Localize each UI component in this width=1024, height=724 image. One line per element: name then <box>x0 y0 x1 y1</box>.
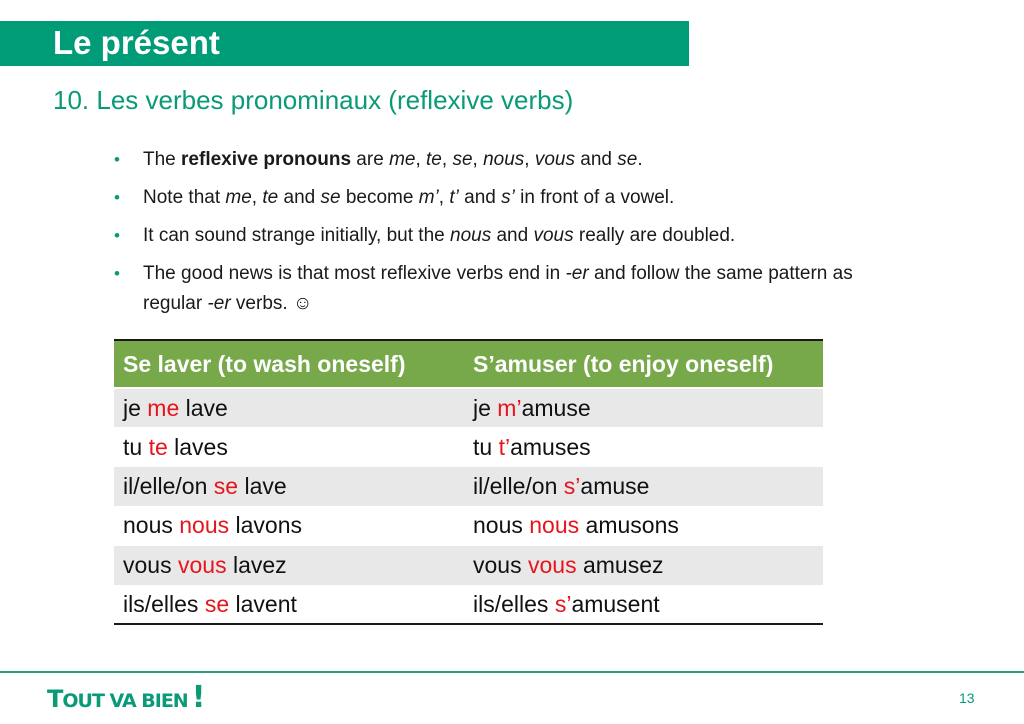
conjugation-cell <box>464 467 823 506</box>
verb-form: lavons <box>229 512 303 539</box>
table-row <box>114 427 823 466</box>
bullet-text-part: te <box>262 187 279 208</box>
bullet-text-part: -er <box>565 263 589 284</box>
conjugation-cell <box>464 427 823 466</box>
brand-logo <box>47 680 205 716</box>
reflexive-pronoun: s’ <box>554 590 572 617</box>
verb-form: laves <box>167 433 228 460</box>
bullet-text-part: se <box>617 149 638 170</box>
bullet-text-part: , <box>524 149 535 170</box>
subject-pronoun: il/elle/on <box>123 472 214 499</box>
reflexive-pronoun: me <box>147 394 180 421</box>
footer-divider <box>0 671 1024 673</box>
verb-form: lave <box>238 472 287 499</box>
reflexive-pronoun: s’ <box>563 472 581 499</box>
bullet-text-part: and <box>278 187 321 208</box>
subject-pronoun: vous <box>123 551 178 578</box>
table-header-row <box>114 340 823 388</box>
subject-pronoun: je <box>123 394 148 421</box>
page-number: 13 <box>959 690 975 706</box>
bullet-text-part: really are doubled. <box>573 225 736 246</box>
bullet-text-part: verbs. ☺ <box>230 293 313 314</box>
subject-pronoun: vous <box>473 551 528 578</box>
bullet-text-part: nous <box>483 149 525 170</box>
table-row <box>114 546 823 585</box>
verb-form: lavent <box>229 590 297 617</box>
bullet-text-part: Note that <box>143 187 226 208</box>
bullet-item <box>114 259 874 319</box>
bullet-list <box>114 145 874 327</box>
table-row <box>114 467 823 506</box>
brand-exclamation: ! <box>191 680 205 715</box>
verb-form: amuse <box>580 472 650 499</box>
bullet-text-part: nous <box>450 225 492 246</box>
verb-form: amusez <box>576 551 664 578</box>
bullet-text-part: m’ <box>418 187 439 208</box>
table-body <box>114 388 823 624</box>
title-bar <box>0 21 689 66</box>
conjugation-table <box>114 339 823 625</box>
subject-pronoun: nous <box>473 512 530 539</box>
bullet-text-part: The good news is that most reflexive verbs end in <box>143 263 566 284</box>
subject-pronoun: je <box>473 394 498 421</box>
bullet-dot-icon: • <box>114 226 120 245</box>
reflexive-pronoun: se <box>213 472 239 499</box>
table-row <box>114 585 823 624</box>
subject-pronoun: tu <box>473 433 499 460</box>
bullet-text-part: vous <box>534 149 575 170</box>
slide-subtitle: 10. Les verbes pronominaux (reflexive verbs) <box>53 85 574 115</box>
bullet-text-part: and follow the same pattern as regular <box>143 263 853 314</box>
bullet-text-part: reflexive pronouns <box>181 149 352 170</box>
verb-form: amuse <box>521 394 591 421</box>
bullet-text-part: t’ <box>449 187 459 208</box>
table-row <box>114 388 823 427</box>
conjugation-cell <box>464 546 823 585</box>
verb-form: amusent <box>571 590 660 617</box>
header-se-laver: Se laver (to wash oneself) <box>114 340 464 388</box>
bullet-text-part: . <box>637 149 643 170</box>
bullet-text-part: and <box>491 225 534 246</box>
bullet-dot-icon: • <box>114 264 120 283</box>
subject-pronoun: tu <box>123 433 149 460</box>
bullet-item <box>114 183 874 213</box>
bullet-text-part: s’ <box>501 187 515 208</box>
bullet-text-part: in front of a vowel. <box>514 187 675 208</box>
bullet-text-part: The <box>143 149 182 170</box>
bullet-dot-icon: • <box>114 188 120 207</box>
conjugation-cell <box>464 506 823 545</box>
table-row <box>114 506 823 545</box>
bullet-text-part: , <box>472 149 484 170</box>
bullet-text-part: se <box>320 187 341 208</box>
bullet-text-part: and <box>458 187 502 208</box>
conjugation-cell <box>114 506 464 545</box>
verb-form: amuses <box>510 433 591 460</box>
conjugation-cell <box>114 546 464 585</box>
conjugation-cell <box>114 585 464 624</box>
reflexive-pronoun: m’ <box>497 394 522 421</box>
bullet-text-part: me <box>225 187 252 208</box>
reflexive-pronoun: te <box>148 433 168 460</box>
conjugation-cell <box>114 467 464 506</box>
subject-pronoun: nous <box>123 512 180 539</box>
bullet-text-part: , <box>438 187 450 208</box>
verb-form: lavez <box>226 551 287 578</box>
brand-initial: T <box>47 685 63 713</box>
bullet-text-part: are <box>351 149 390 170</box>
subject-pronoun: ils/elles <box>123 590 205 617</box>
slide-title: Le présent <box>53 24 220 61</box>
bullet-text-part: -er <box>207 293 231 314</box>
bullet-text-part: se <box>452 149 473 170</box>
reflexive-pronoun: se <box>204 590 230 617</box>
conjugation-cell <box>464 388 823 427</box>
bullet-text-part: It can sound strange initially, but the <box>143 225 450 246</box>
bullet-text-part: and <box>575 149 618 170</box>
bullet-text-part: vous <box>533 225 574 246</box>
bullet-item <box>114 145 874 175</box>
bullet-text-part: , <box>251 187 263 208</box>
bullet-text-part: me <box>389 149 416 170</box>
bullet-item <box>114 221 874 251</box>
header-s-amuser: S’amuser (to enjoy oneself) <box>464 340 823 388</box>
bullet-text-part: become <box>340 187 419 208</box>
verb-form: lave <box>179 394 228 421</box>
reflexive-pronoun: vous <box>177 551 227 578</box>
subject-pronoun: il/elle/on <box>473 472 564 499</box>
reflexive-pronoun: nous <box>529 512 580 539</box>
subject-pronoun: ils/elles <box>473 590 555 617</box>
conjugation-cell <box>114 388 464 427</box>
bullet-text-part: te <box>426 149 442 170</box>
conjugation-cell <box>464 585 823 624</box>
reflexive-pronoun: t’ <box>498 433 511 460</box>
conjugation-cell <box>114 427 464 466</box>
brand-text: OUT VA BIEN <box>62 690 188 712</box>
bullet-dot-icon: • <box>114 150 120 169</box>
reflexive-pronoun: nous <box>179 512 230 539</box>
bullet-text-part: , <box>415 149 427 170</box>
verb-form: amusons <box>579 512 679 539</box>
reflexive-pronoun: vous <box>527 551 577 578</box>
bullet-text-part: , <box>441 149 453 170</box>
